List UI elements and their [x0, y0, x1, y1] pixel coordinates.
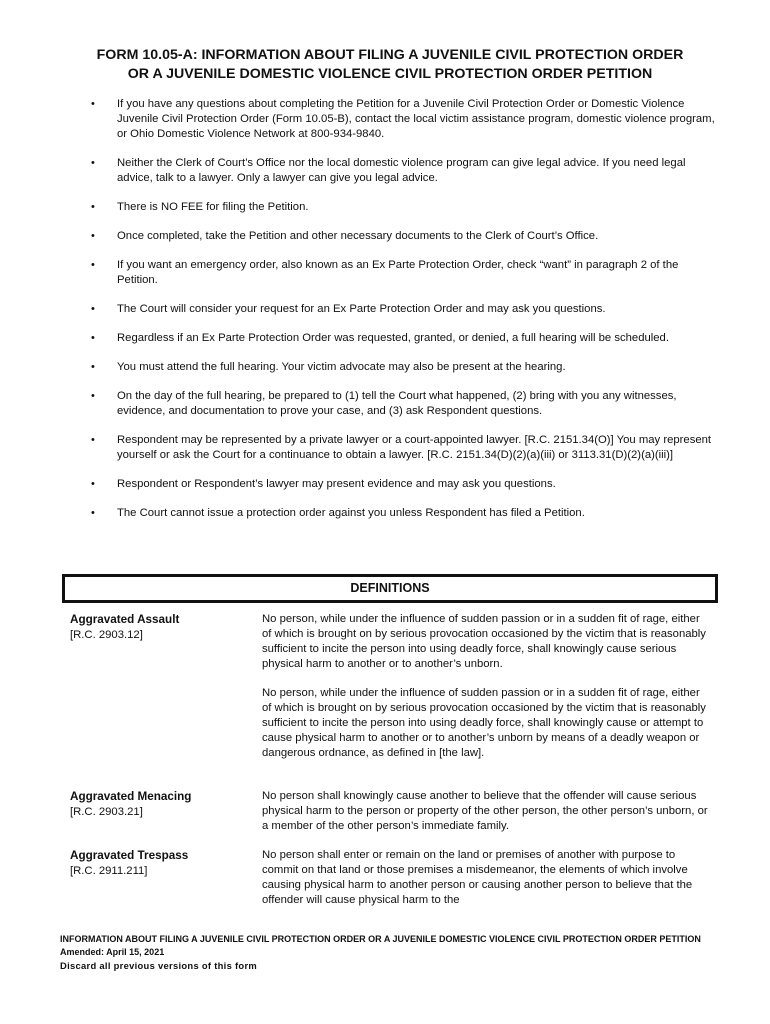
definition-reference: [R.C. 2911.211] — [70, 865, 148, 877]
footer-amended-date: Amended: April 15, 2021 — [60, 946, 165, 957]
definition-text: No person, while under the influence of sudden passion or in a sudden fit of rage, either of which is brought on by serious provocation occasioned by the victim that is reasonably sufficient to incite the person into using deadly force, shall knowingly cause serious physical harm to another or to another’s unborn. No person, while under the influence of sudden passion or in a sudden fit of rage, either of which is brought on by serious provocation occasioned by the victim that is reasonably sufficient to incite the person into using deadly force, shall knowingly cause or attempt to cause physical harm to another or to another’s unborn by means of a deadly weapon or dangerous ordnance, as defined in [the law]. — [262, 613, 706, 759]
definition-term: Aggravated Trespass — [70, 849, 189, 862]
definition-term: Aggravated Menacing — [70, 790, 192, 803]
bullet-icon: • — [91, 390, 95, 402]
footer-discard-notice: Discard all previous versions of this form — [60, 959, 258, 971]
bullet-icon: • — [91, 332, 95, 344]
list-item: • Respondent or Respondent’s lawyer may present evidence and may ask you questions. — [91, 478, 556, 490]
bullet-icon: • — [91, 201, 95, 213]
list-item: • Regardless if an Ex Parte Protection Order was requested, granted, or denied, a full hearing will be scheduled. — [91, 332, 669, 344]
definitions-list — [70, 612, 710, 922]
definition-term: Aggravated Assault — [70, 613, 180, 626]
list-item: • Respondent may be represented by a private lawyer or a court-appointed lawyer. [R.C. 2151.34(O)] You may represent yourself or ask the Court for a continuance to obtain a lawyer. [R.C. 2151.34(D)(2)(a)(iii) or 3113.31(D)(2)(a)(iii)] — [91, 434, 712, 461]
bullet-icon: • — [91, 478, 95, 490]
page-title — [40, 46, 740, 84]
bullet-icon: • — [91, 157, 95, 169]
list-item: • You must attend the full hearing. Your victim advocate may also be present at the hearing. — [91, 361, 566, 373]
definitions-heading: DEFINITIONS — [62, 574, 718, 603]
bullet-icon: • — [91, 98, 95, 110]
list-item: • There is NO FEE for filing the Petition. — [91, 201, 309, 213]
list-item: • Neither the Clerk of Court’s Office nor the local domestic violence program can give legal advice. If you need legal advice, talk to a lawyer. Only a lawyer can give you legal advice. — [91, 157, 686, 184]
definition-reference: [R.C. 2903.21] — [70, 806, 143, 818]
footer-form-title: INFORMATION ABOUT FILING A JUVENILE CIVIL PROTECTION ORDER OR A JUVENILE DOMESTIC VIOLENCE CIVIL PROTECTION ORDER PETITION — [60, 934, 701, 944]
list-item: • The Court cannot issue a protection order against you unless Respondent has filed a Petition. — [91, 507, 585, 519]
definition-text: No person shall enter or remain on the land or premises of another with purpose to commit on that land or those premises a misdemeanor, the elements of which involve causing physical harm to another person or causing another person to believe that the offender will cause physical harm to the — [262, 849, 693, 906]
definition-reference: [R.C. 2903.12] — [70, 629, 143, 641]
bullet-icon: • — [91, 259, 95, 271]
title-line-2: OR A JUVENILE DOMESTIC VIOLENCE CIVIL PROTECTION ORDER PETITION — [127, 66, 653, 82]
bullet-icon: • — [91, 507, 95, 519]
definition-aggravated-trespass — [70, 848, 710, 908]
definition-text: No person shall knowingly cause another to believe that the offender will cause serious physical harm to the person or property of the other person, the other person’s unborn, or a member of the other person’s immediate family. — [262, 790, 708, 832]
list-item: • If you have any questions about completing the Petition for a Juvenile Civil Protection Order or Domestic Violence Juvenile Civil Protection Order (Form 10.05-B), contact the local victim assistance program, domestic violence program, or Ohio Domestic Violence Network at 800-934-9840. — [91, 98, 715, 140]
page-footer — [60, 934, 740, 972]
bullet-icon: • — [91, 303, 95, 315]
list-item: • Once completed, take the Petition and other necessary documents to the Clerk of Court’s Office. — [91, 230, 599, 242]
definition-aggravated-menacing — [70, 789, 710, 834]
title-line-1: FORM 10.05-A: INFORMATION ABOUT FILING A JUVENILE CIVIL PROTECTION ORDER — [96, 47, 684, 63]
bullet-icon: • — [91, 230, 95, 242]
bullet-icon: • — [91, 434, 95, 446]
list-item: • The Court will consider your request for an Ex Parte Protection Order and may ask you questions. — [91, 303, 606, 315]
list-item: • On the day of the full hearing, be prepared to (1) tell the Court what happened, (2) bring with you any witnesses, evidence, and documentation to prove your case, and (3) ask Respondent questions. — [91, 390, 677, 417]
bullet-icon: • — [91, 361, 95, 373]
list-item: • If you want an emergency order, also known as an Ex Parte Protection Order, check “want” in paragraph 2 of the Petition. — [91, 259, 679, 286]
instructions-list — [86, 97, 722, 535]
definition-aggravated-assault — [70, 612, 710, 761]
